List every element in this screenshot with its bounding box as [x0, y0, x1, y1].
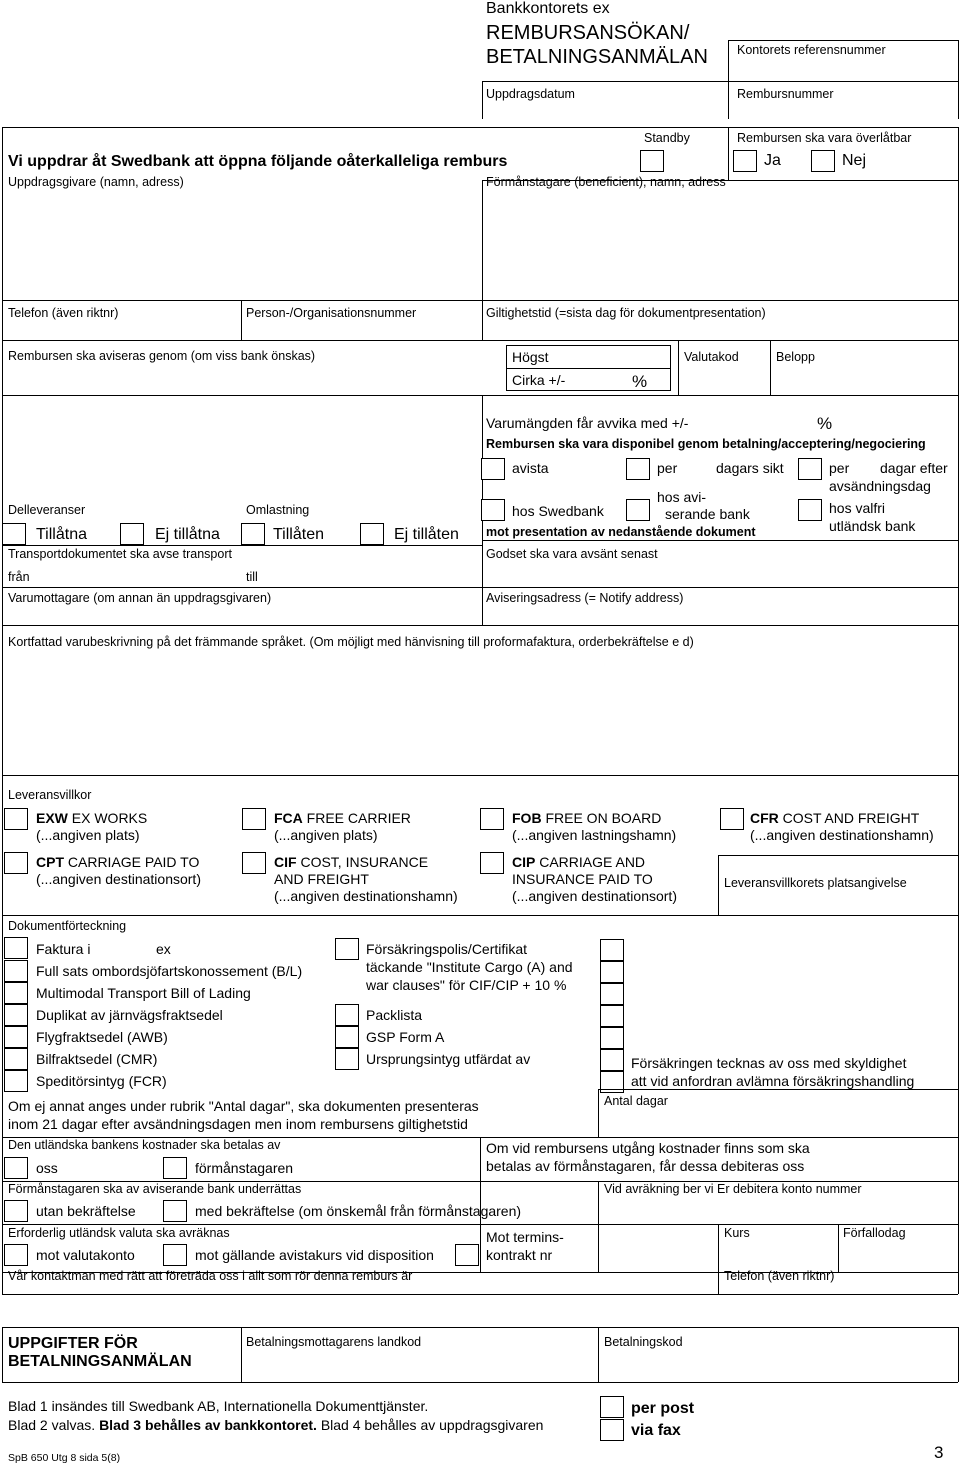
exw-code: EXW — [36, 810, 68, 826]
send-by-post-checkbox[interactable] — [600, 1396, 624, 1418]
quantity-tolerance-field[interactable] — [708, 415, 808, 433]
costs-beneficiary-checkbox[interactable] — [163, 1157, 187, 1179]
cmr-checkbox[interactable] — [4, 1048, 28, 1070]
cif-checkbox[interactable] — [242, 852, 266, 874]
phone-field[interactable] — [8, 321, 236, 337]
bank-office-copy-label: Bankkontorets ex — [486, 0, 610, 17]
fob-code: FOB — [512, 810, 542, 826]
partial-allowed-checkbox[interactable] — [2, 523, 26, 545]
phone-label: Telefon (även riktnr) — [8, 306, 119, 320]
consignee-field[interactable] — [8, 607, 476, 623]
payment-notification-heading-line2: BETALNINGSANMÄLAN — [8, 1353, 192, 1370]
transferable-label: Rembursen ska vara överlåtbar — [737, 131, 912, 145]
payment-notification-heading-line1: UPPGIFTER FÖR — [8, 1335, 138, 1352]
page-number: 3 — [934, 1443, 944, 1462]
multimodal-checkbox[interactable] — [4, 982, 28, 1004]
max-amount-field[interactable] — [595, 350, 665, 366]
latest-shipment-label: Godset ska vara avsänt senast — [486, 547, 658, 561]
cip-sub-label: (...angiven destinationsort) — [512, 888, 677, 904]
form-title-line1: REMBURSANSÖKAN/ — [486, 22, 690, 44]
contact-phone-field[interactable] — [724, 1284, 952, 1294]
currency-code-label: Valutakod — [684, 350, 739, 364]
fob-label: FOB FREE ON BOARD — [512, 810, 662, 826]
fx-spot-checkbox[interactable] — [163, 1244, 187, 1266]
with-confirmation-label: med bekräftelse (om önskemål från förmånstagaren) — [195, 1203, 522, 1219]
transport-from-field[interactable] — [38, 569, 234, 585]
certificate-of-origin-label: Ursprungsintyg utfärdat av — [366, 1051, 531, 1067]
transferable-no-label: Nej — [842, 152, 867, 169]
office-reference-label: Kontorets referensnummer — [737, 43, 886, 57]
applicant-label: Uppdragsgivare (namn, adress) — [8, 175, 184, 189]
quantity-tolerance-label: Varumängden får avvika med +/- — [486, 415, 689, 431]
form-identifier: SpB 650 Utg 8 sida 5(8) — [8, 1452, 121, 1464]
currency-code-field[interactable] — [684, 368, 764, 390]
id-number-field[interactable] — [246, 321, 476, 337]
shipment-day-label: avsändningsdag — [829, 478, 931, 494]
without-confirmation-label: utan bekräftelse — [36, 1203, 136, 1219]
cfr-checkbox[interactable] — [720, 808, 744, 830]
sheet-instructions-line1: Blad 1 insändes till Swedbank AB, Internationella Dokumenttjänster. — [8, 1398, 429, 1414]
number-of-days-field[interactable] — [604, 1112, 952, 1132]
any-bank-label-line2: utländsk bank — [829, 518, 916, 534]
sight-payment-label: avista — [512, 460, 549, 476]
days-after-label: dagar efter — [880, 460, 948, 476]
air-waybill-label: Flygfraktsedel (AWB) — [36, 1029, 168, 1045]
advising-bank-label-line2: serande bank — [665, 506, 750, 522]
cip-label-line2: INSURANCE PAID TO — [512, 871, 653, 887]
credit-number-label: Rembursnummer — [737, 87, 834, 101]
days-after-shipment-checkbox[interactable] — [798, 458, 822, 480]
confirmation-label: Förmånstagaren ska av aviserande bank underrättas — [8, 1182, 302, 1196]
certificate-of-origin-issuer-field[interactable] — [366, 1070, 596, 1086]
packing-list-checkbox[interactable] — [335, 1004, 359, 1026]
document-copies-box-6[interactable] — [600, 1049, 624, 1071]
goods-description-label: Kortfattad varubeskrivning på det främmande språket. (Om möjligt med hänvisning till proformafaktura, orderbekräftelse e d) — [8, 635, 694, 649]
certificate-of-origin-checkbox[interactable] — [335, 1048, 359, 1070]
cip-label: CIP CARRIAGE AND — [512, 854, 646, 870]
consignee-label: Varumottagare (om annan än uppdragsgivaren) — [8, 591, 272, 605]
delivery-terms-label: Leveransvillkor — [8, 788, 92, 802]
fca-sub-label: (...angiven plats) — [274, 827, 378, 843]
fx-account-label: mot valutakonto — [36, 1247, 135, 1263]
transport-to-label: till — [246, 570, 258, 584]
sight-payment-checkbox[interactable] — [481, 458, 505, 480]
transferable-yes-checkbox[interactable] — [733, 150, 757, 172]
amount-field[interactable] — [776, 368, 952, 390]
insurance-certificate-checkbox[interactable] — [335, 938, 359, 960]
fca-checkbox[interactable] — [242, 808, 266, 830]
cif-code: CIF — [274, 854, 297, 870]
insurance-ours-label-line2: att vid anfordran avlämna försäkringshandling — [631, 1073, 915, 1089]
days-after-field[interactable] — [855, 460, 879, 476]
forward-contract-checkbox[interactable] — [455, 1244, 479, 1266]
with-swedbank-checkbox[interactable] — [481, 499, 505, 521]
advising-bank-checkbox[interactable] — [626, 499, 650, 521]
gsp-form-checkbox[interactable] — [335, 1026, 359, 1048]
notify-address-field[interactable] — [486, 607, 952, 623]
costs-us-checkbox[interactable] — [4, 1157, 28, 1179]
expiry-costs-line1: Om vid rembursens utgång kostnader finns som ska — [486, 1140, 810, 1156]
transferable-yes-label: Ja — [764, 152, 781, 169]
days-sight-checkbox[interactable] — [626, 458, 650, 480]
transport-to-field[interactable] — [270, 569, 476, 585]
standby-label: Standby — [644, 131, 690, 145]
standby-checkbox[interactable] — [640, 150, 664, 172]
amount-label: Belopp — [776, 350, 815, 364]
with-swedbank-label: hos Swedbank — [512, 503, 604, 519]
payment-code-field[interactable] — [604, 1352, 952, 1378]
cfr-code: CFR — [750, 810, 779, 826]
due-date-label: Förfallodag — [843, 1226, 906, 1240]
insurance-certificate-label-line1: Försäkringspolis/Certifikat — [366, 941, 528, 957]
sheet-instructions-line2: Blad 2 valvas. Blad 3 behålles av bankkontoret. Blad 4 behålles av uppdragsgivaren — [8, 1417, 544, 1433]
insurance-certificate-label-line2: täckande "Institute Cargo (A) and — [366, 959, 573, 975]
costs-beneficiary-label: förmånstagaren — [195, 1160, 294, 1176]
max-amount-label: Högst — [512, 349, 549, 365]
notify-address-label: Aviseringsadress (= Notify address) — [486, 591, 684, 605]
any-bank-checkbox[interactable] — [798, 499, 822, 521]
bill-of-lading-label: Full sats ombordsjöfartskonossement (B/L) — [36, 963, 303, 979]
advising-bank-label-line1: hos avi- — [657, 489, 707, 505]
fcr-checkbox[interactable] — [4, 1070, 28, 1092]
presentation-period-line2: inom 21 dagar efter avsändningsdagen men inom rembursens giltighetstid — [8, 1116, 468, 1132]
contact-person-label: Vår kontaktman med rätt att företräda oss i allt som rör denna remburs är — [8, 1269, 413, 1283]
transshipment-label: Omlastning — [246, 503, 310, 517]
transferable-no-checkbox[interactable] — [811, 150, 835, 172]
fca-code: FCA — [274, 810, 303, 826]
forward-contract-number-field[interactable] — [560, 1247, 594, 1263]
payee-country-code-field[interactable] — [246, 1352, 592, 1378]
transship-not-allowed-checkbox[interactable] — [360, 523, 384, 545]
quantity-percent-sign: % — [817, 414, 833, 433]
send-by-post-label: per post — [631, 1400, 695, 1417]
number-of-days-label: Antal dagar — [604, 1094, 668, 1108]
fx-account-checkbox[interactable] — [4, 1244, 28, 1266]
cfr-label: CFR COST AND FREIGHT — [750, 810, 920, 826]
exw-label: EXW EX WORKS — [36, 810, 148, 826]
transship-not-allowed-label: Ej tillåten — [394, 526, 459, 543]
invoice-checkbox[interactable] — [4, 937, 28, 959]
invoice-label: Faktura i — [36, 941, 91, 957]
days-sight-label: dagars sikt — [716, 460, 784, 476]
partial-allowed-label: Tillåtna — [36, 526, 87, 543]
form-title-line2: BETALNINGSANMÄLAN — [486, 46, 708, 68]
cip-code: CIP — [512, 854, 536, 870]
insurance-ours-label-line1: Försäkringen tecknas av oss med skyldighet — [631, 1055, 907, 1071]
invoice-copies-field[interactable] — [102, 941, 152, 957]
transport-from-label: från — [8, 570, 30, 584]
any-bank-label-line1: hos valfri — [829, 500, 886, 516]
rail-waybill-label: Duplikat av järnvägsfraktsedel — [36, 1007, 223, 1023]
multimodal-label: Multimodal Transport Bill of Lading — [36, 985, 251, 1001]
payee-country-code-label: Betalningsmottagarens landkod — [246, 1335, 422, 1349]
latest-shipment-field[interactable] — [486, 564, 952, 582]
transport-document-label: Transportdokumentet ska avse transport — [8, 547, 232, 561]
due-date-field[interactable] — [843, 1244, 952, 1266]
foreign-costs-label: Den utländska bankens kostnader ska betalas av — [8, 1138, 281, 1152]
office-reference-field[interactable] — [737, 60, 952, 78]
expiry-costs-line2: betalas av förmånstagaren, får dessa debiteras oss — [486, 1158, 805, 1174]
invoice-copies-label: ex — [156, 941, 171, 957]
with-confirmation-checkbox[interactable] — [163, 1200, 187, 1222]
approx-percent-field[interactable] — [577, 372, 627, 388]
partial-not-allowed-label: Ej tillåtna — [155, 526, 220, 543]
gsp-form-label: GSP Form A — [366, 1029, 445, 1045]
debit-account-field[interactable] — [604, 1200, 952, 1220]
debit-account-label: Vid avräkning ber vi Er debitera konto nummer — [604, 1182, 862, 1196]
cfr-sub-label: (...angiven destinationshamn) — [750, 827, 934, 843]
approx-amount-label: Cirka +/- — [512, 372, 566, 388]
rail-waybill-checkbox[interactable] — [4, 1004, 28, 1026]
document-copies-box-1[interactable] — [600, 939, 624, 961]
credit-number-field[interactable] — [737, 101, 952, 117]
cif-label: CIF COST, INSURANCE — [274, 854, 429, 870]
partial-shipments-label: Delleveranser — [8, 503, 86, 517]
bill-of-lading-checkbox[interactable] — [4, 960, 28, 982]
fca-label: FCA FREE CARRIER — [274, 810, 411, 826]
days-after-per-label: per — [829, 460, 850, 476]
against-documents-label: mot presentation av nedanstående dokument — [486, 525, 756, 539]
fob-sub-label: (...angiven lastningshamn) — [512, 827, 677, 843]
availability-label: Rembursen ska vara disponibel genom betalning/acceptering/negociering — [486, 437, 926, 451]
presentation-period-line1: Om ej annat anges under rubrik "Antal dagar", ska dokumenten presenteras — [8, 1098, 479, 1114]
transship-allowed-label: Tillåten — [273, 526, 324, 543]
contact-person-field[interactable] — [8, 1284, 708, 1294]
send-by-fax-label: via fax — [631, 1422, 681, 1439]
approx-percent-sign: % — [632, 372, 648, 391]
fx-settlement-label: Erforderlig utländsk valuta ska avräknas — [8, 1226, 230, 1240]
send-by-fax-checkbox[interactable] — [600, 1419, 624, 1441]
beneficiary-label: Förmånstagare (beneficient), namn, adress — [486, 175, 726, 189]
order-date-label: Uppdragsdatum — [486, 87, 575, 101]
exchange-rate-field[interactable] — [724, 1244, 832, 1266]
cpt-sub-label: (...angiven destinationsort) — [36, 871, 201, 887]
fob-checkbox[interactable] — [480, 808, 504, 830]
forward-contract-label-line1: Mot termins- — [486, 1229, 564, 1245]
delivery-place-label: Leveransvillkorets platsangivelse — [724, 876, 907, 890]
forward-contract-label-line2: kontrakt nr — [486, 1247, 553, 1263]
exw-checkbox[interactable] — [4, 808, 28, 830]
instruction-heading: Vi uppdrar åt Swedbank att öppna följande oåterkalleliga remburs — [8, 153, 508, 170]
beneficiary-field[interactable] — [486, 194, 952, 294]
days-sight-per-label: per — [657, 460, 678, 476]
advise-through-field[interactable] — [8, 366, 476, 390]
document-copies-box-3[interactable] — [600, 983, 624, 1005]
cmr-label: Bilfraktsedel (CMR) — [36, 1051, 158, 1067]
without-confirmation-checkbox[interactable] — [4, 1200, 28, 1222]
transship-allowed-checkbox[interactable] — [241, 523, 265, 545]
costs-us-label: oss — [36, 1160, 58, 1176]
cip-checkbox[interactable] — [480, 852, 504, 874]
insurance-certificate-label-line3: war clauses" för CIF/CIP + 10 % — [366, 977, 567, 993]
days-sight-field[interactable] — [685, 460, 713, 476]
fcr-label: Speditörsintyg (FCR) — [36, 1073, 167, 1089]
air-waybill-checkbox[interactable] — [4, 1026, 28, 1048]
fx-spot-label: mot gällande avistakurs vid disposition — [195, 1247, 434, 1263]
applicant-field[interactable] — [8, 194, 478, 294]
goods-description-field[interactable] — [8, 655, 952, 767]
document-copies-box-5[interactable] — [600, 1027, 624, 1049]
cif-sub-label: (...angiven destinationshamn) — [274, 888, 458, 904]
cpt-code: CPT — [36, 854, 64, 870]
advise-through-label: Rembursen ska aviseras genom (om viss bank önskas) — [8, 349, 316, 363]
document-copies-box-4[interactable] — [600, 1005, 624, 1027]
document-copies-box-2[interactable] — [600, 961, 624, 983]
cif-label-line2: AND FREIGHT — [274, 871, 369, 887]
exchange-rate-label: Kurs — [724, 1226, 750, 1240]
contact-phone-label: Telefon (även riktnr) — [724, 1269, 835, 1283]
order-date-field[interactable] — [486, 101, 721, 117]
validity-label: Giltighetstid (=sista dag för dokumentpresentation) — [486, 306, 766, 320]
payment-code-label: Betalningskod — [604, 1335, 683, 1349]
validity-field[interactable] — [486, 321, 952, 337]
delivery-place-field[interactable] — [724, 893, 952, 911]
id-number-label: Person-/Organisationsnummer — [246, 306, 417, 320]
cpt-checkbox[interactable] — [4, 852, 28, 874]
packing-list-label: Packlista — [366, 1007, 423, 1023]
documents-label: Dokumentförteckning — [8, 919, 127, 933]
partial-not-allowed-checkbox[interactable] — [120, 523, 144, 545]
exw-sub-label: (...angiven plats) — [36, 827, 140, 843]
cpt-label: CPT CARRIAGE PAID TO — [36, 854, 200, 870]
